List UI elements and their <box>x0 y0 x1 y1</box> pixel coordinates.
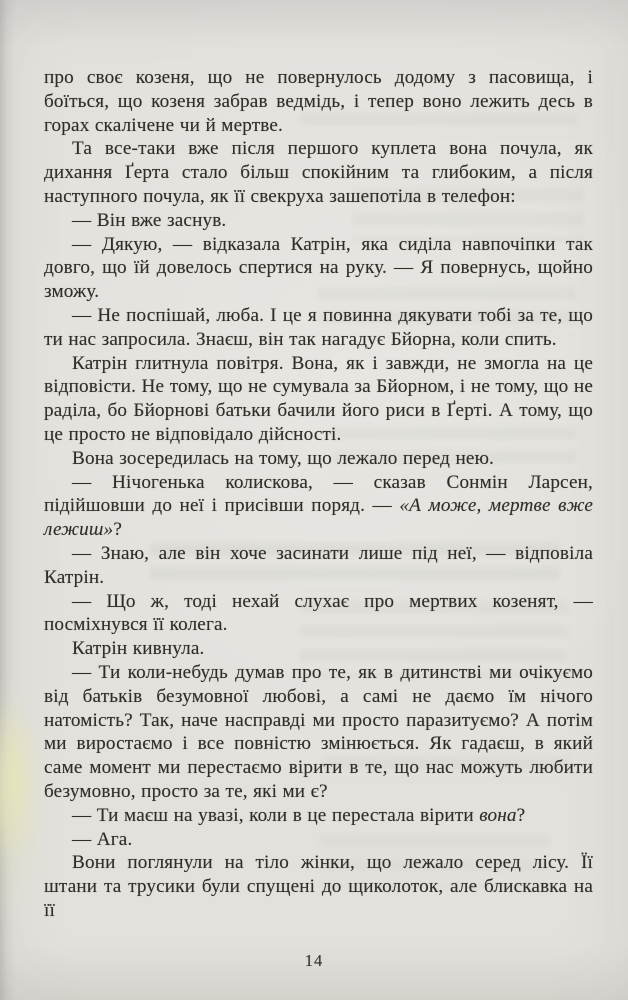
italic-text-run: вона <box>479 804 517 826</box>
text-run: — Що ж, тоді нехай слухає про мертвих козенят, — посміхнувся її колега. <box>44 590 593 636</box>
paragraph <box>44 137 593 208</box>
text-run: — Знаю, але він хоче засинати лише під неї, — відповіла Катрін. <box>44 542 593 588</box>
text-run: — Нічогенька колискова, — сказав Сонмін Ларсен, підійшовши до неї і присівши поряд. — <box>44 471 593 517</box>
paragraph <box>44 542 593 590</box>
text-run: — Ти коли-небудь думав про те, як в дитинстві ми очікуємо від батьків безумовної любові, а самі не даємо їм нічого натомість? Так, наче насправді ми просто паразитуємо? А потім ми виростаємо і все повністю змінюється. Як гадаєш, в який саме момент ми перестаємо вірити в те, що нас можуть любити безумовно, просто за те, які ми є? <box>44 661 593 802</box>
text-run: Катрін кивнула. <box>72 638 205 660</box>
paragraph <box>44 352 593 447</box>
italic-text-run: «А може, мертве вже лежиш» <box>44 495 594 541</box>
text-run: Катрін глитнула повітря. Вона, як і завжди, не змогла на це відповісти. Не тому, що не сумувала за Бйорном, і не тому, що не раділа, бо Бйорнові батьки бачили його риси в Ґерті. А тому, що це просто не відповідало дійсності. <box>44 352 593 445</box>
text-run: — Не поспішай, люба. І це я повинна дякувати тобі за те, що ти нас запросила. Знаєш, він так нагадує Бйорна, коли спить. <box>44 304 593 350</box>
text-run: ? <box>113 519 122 541</box>
page-number: 14 <box>304 951 324 970</box>
paragraph <box>44 637 593 661</box>
text-run: про своє козеня, що не повернулось додому з пасовища, і боїться, що козеня забрав ведмідь, і тепер воно лежить десь в горах скалічене чи й мертве. <box>44 67 593 136</box>
text-run: ? <box>516 804 526 826</box>
text-run: — Ти маєш на увазі, коли в це перестала вірити <box>72 804 480 826</box>
text-run: — Ага. <box>72 828 133 850</box>
text-run: Вони поглянули на тіло жінки, що лежало серед лісу. Її штани та трусики були спущені до щиколоток, але блискавка на її <box>44 852 593 921</box>
paragraph <box>44 471 593 542</box>
paragraph <box>44 804 593 828</box>
text-run: — Він вже заснув. <box>72 209 227 231</box>
paragraph <box>44 828 593 852</box>
text-block <box>44 66 593 923</box>
text-run: — Дякую, — відказала Катрін, яка сиділа навпочіпки так довго, що їй довелось спертися на руку. — Я повернусь, щойно зможу. <box>44 233 593 303</box>
paragraph <box>44 209 593 233</box>
paragraph <box>44 233 593 304</box>
paragraph <box>44 66 593 137</box>
paragraph <box>44 851 593 922</box>
paragraph <box>44 661 593 804</box>
text-run: Та все-таки вже після першого куплета вона почула, як дихання Ґерта стало більш спокійним та глибоким, а після наступного почула, як її свекруха зашепотіла в телефон: <box>44 138 593 207</box>
paragraph <box>44 304 593 352</box>
paragraph <box>44 590 593 638</box>
paragraph <box>44 447 593 471</box>
text-run: Вона зосередилась на тому, що лежало перед нею. <box>72 447 495 469</box>
